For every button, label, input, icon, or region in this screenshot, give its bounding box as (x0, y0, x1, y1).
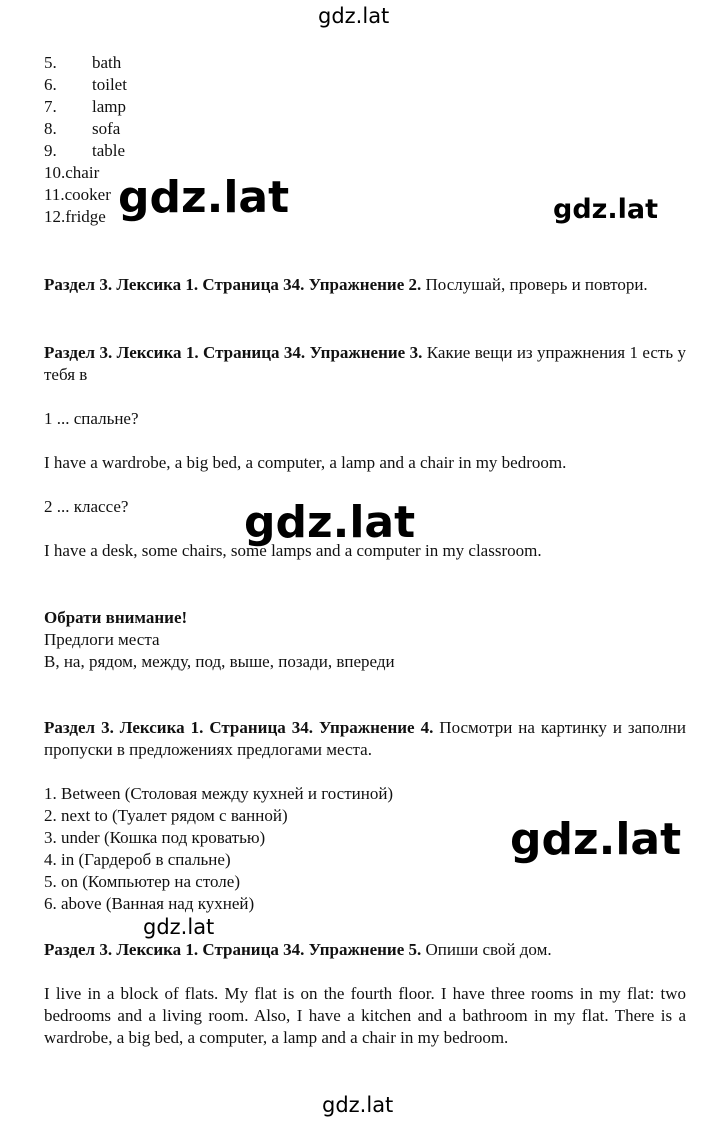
note-line-1: Предлоги места (44, 630, 160, 649)
note-line-2: В, на, рядом, между, под, выше, позади, впереди (44, 652, 395, 671)
exercise-4-answer-item: 6. above (Ванная над кухней) (44, 894, 255, 913)
vocab-item (44, 184, 111, 206)
exercise-5-heading: Раздел 3. Лексика 1. Страница 34. Упражнение 5. (44, 940, 422, 959)
exercise-4-answer-item: 3. under (Кошка под кроватью) (44, 828, 266, 847)
exercise-3 (44, 342, 686, 386)
vocab-number: 10. (44, 163, 66, 182)
exercise-2-text: Послушай, проверь и повтори. (421, 275, 648, 294)
vocab-word: fridge (65, 207, 106, 226)
vocab-word: toilet (92, 75, 127, 94)
watermark-big-1: gdz.lat (118, 172, 290, 223)
exercise-2-heading: Раздел 3. Лексика 1. Страница 34. Упражнение 2. (44, 275, 422, 294)
vocab-word: bath (92, 53, 122, 72)
exercise-3-question-1: 1 ... спальне? (44, 409, 139, 428)
exercise-4-heading: Раздел 3. Лексика 1. Страница 34. Упражнение 4. (44, 718, 434, 737)
vocab-item (44, 140, 125, 162)
vocab-word: lamp (92, 97, 126, 116)
exercise-4-answer-item: 4. in (Гардероб в спальне) (44, 850, 231, 869)
exercise-5 (44, 939, 686, 961)
vocab-word: table (92, 141, 126, 160)
exercise-2 (44, 274, 686, 296)
watermark-bottom: gdz.lat (322, 1093, 394, 1117)
vocab-item (44, 96, 126, 118)
exercise-4-answer-item: 2. next to (Туалет рядом с ванной) (44, 806, 288, 825)
vocab-word: sofa (92, 119, 121, 138)
exercise-4 (44, 717, 686, 761)
exercise-3-question-2: 2 ... классе? (44, 497, 129, 516)
vocab-number: 12. (44, 207, 66, 226)
vocab-item (44, 118, 120, 140)
note-title: Обрати внимание! (44, 608, 188, 627)
exercise-5-answer: I live in a block of flats. My flat is on the fourth floor. I have three rooms in my flat: two bedrooms and a living room. Also, I have a kitchen and a bathroom in my flat. There is a wardrobe, a big bed, a computer, a lamp and a chair in my bedroom. (44, 984, 686, 1047)
vocab-number: 9. (44, 141, 57, 160)
exercise-3-answer-2: I have a desk, some chairs, some lamps and a computer in my classroom. (44, 541, 542, 560)
exercise-3-heading: Раздел 3. Лексика 1. Страница 34. Упражнение 3. (44, 343, 423, 362)
vocab-number: 6. (44, 75, 57, 94)
vocab-item (44, 52, 121, 74)
vocab-number: 11. (44, 185, 65, 204)
exercise-3-text: Какие вещи из упражнения 1 есть у тебя в (44, 343, 686, 384)
watermark-big-2: gdz.lat (244, 497, 416, 548)
exercise-4-text: Посмотри на картинку и заполни пропуски в предложениях предлогами места. (44, 718, 686, 759)
vocab-item (44, 162, 99, 184)
watermark-big-3: gdz.lat (510, 814, 682, 865)
vocab-word: cooker (64, 185, 111, 204)
exercise-3-answer-1: I have a wardrobe, a big bed, a computer, a lamp and a chair in my bedroom. (44, 453, 567, 472)
vocab-item (44, 206, 106, 228)
exercise-5-text: Опиши свой дом. (421, 940, 552, 959)
vocab-number: 8. (44, 119, 57, 138)
watermark-right-1: gdz.lat (553, 194, 659, 225)
vocab-word: chair (65, 163, 100, 182)
watermark-top: gdz.lat (318, 4, 390, 28)
vocab-item (44, 74, 127, 96)
watermark-small-mid: gdz.lat (143, 915, 215, 939)
vocab-number: 5. (44, 53, 57, 72)
exercise-4-answer-item: 5. on (Компьютер на столе) (44, 872, 240, 891)
exercise-4-answer-item: 1. Between (Столовая между кухней и гостиной) (44, 784, 394, 803)
vocab-number: 7. (44, 97, 57, 116)
